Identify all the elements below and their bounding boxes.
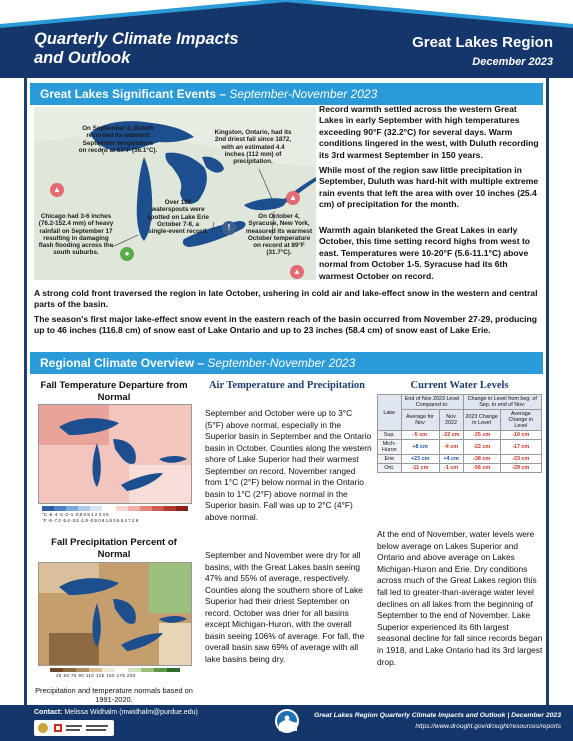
noaa-logo-icon: [275, 709, 299, 733]
precipitation-percent-map: [38, 562, 192, 666]
table-cell-avgchg: -10 cm: [500, 431, 541, 440]
table-cell-chg: -25 cm: [463, 431, 500, 440]
temperature-map-title: Fall Temperature Departure from Normal: [40, 380, 188, 403]
report-title-line1: Quarterly Climate Impacts: [34, 30, 239, 48]
table-cell-lake: Sup.: [378, 431, 402, 440]
air-temperature-para-2: September and November were dry for all basins, with the Great Lakes basin seeing 47% and 55% of average, respectively. Counties along the southern shore of Lake Superior had their driest September on record. October was drier for all basins except Michigan-Huron, with the overall basin seeing 106% of average. For fall, the overall basin saw 69% of average with all lake basins being dry.: [205, 550, 365, 664]
events-para-5: The season’s first major lake-effect snow event in the eastern reach of the basin occurred from November 27-29, producing up to 46 inches (116.8 cm) of snow east of Lake Ontario and up to 23 inches (58.4 cm) of snow east of Lake Erie.: [34, 314, 538, 336]
partner-logos: [34, 720, 114, 736]
table-header-average-change: Average Change in Level: [500, 410, 541, 431]
table-cell-lake: Mich-Huron: [378, 440, 402, 455]
normals-note: Precipitation and temperature normals based on 1991-2020.: [35, 686, 193, 704]
table-header-average-for-nov: Average for Nov: [401, 410, 439, 431]
regional-overview-heading-text: Regional Climate Overview –: [40, 356, 208, 370]
table-row: [378, 464, 542, 473]
region-title: Great Lakes Region: [412, 34, 553, 51]
significant-events-heading: [30, 83, 543, 105]
callout-chicago: Chicago had 3-6 inches (76.2-152.4 mm) of heavy rainfall on September 17 resulting in damaging flash flooding across the south suburbs.: [38, 213, 114, 257]
thermometer-icon: ▲: [286, 191, 300, 205]
temperature-color-scale: [42, 506, 188, 511]
events-para-4: A strong cold front traversed the region in late October, ushering in cold air and lake-effect snow in the western and central parts of the basin.: [34, 288, 538, 310]
warning-icon: !: [222, 221, 236, 235]
contact-label: Contact:: [34, 709, 63, 716]
table-cell-avgchg: -23 cm: [500, 455, 541, 464]
partner-logos-graphic: [34, 720, 114, 736]
temperature-departure-map: [38, 404, 192, 504]
precipitation-map-title: Fall Precipitation Percent of Normal: [51, 537, 177, 560]
right-frame-line: [546, 78, 549, 705]
thermometer-icon: ▲: [50, 183, 64, 197]
precipitation-scale-labels: 25 50 75 90 110 125 150 175 200: [56, 673, 136, 678]
table-row: [378, 455, 542, 464]
table-row: [378, 431, 542, 440]
table-row: [378, 440, 542, 455]
significant-events-heading-period: September-November 2023: [229, 87, 378, 101]
raindrop-icon: ●: [120, 247, 134, 261]
callout-duluth: On September 3, Duluth recorded its warmest September temperature on record at 97°F (36.1°C).: [78, 125, 158, 154]
air-temperature-heading: Air Temperature and Precipitation: [208, 380, 366, 391]
table-cell-nov22: -4 cm: [439, 440, 463, 455]
noaa-logo-graphic: [277, 711, 297, 731]
table-cell-nov22: -1 cm: [439, 464, 463, 473]
events-para-3: Warmth again blanketed the Great Lakes in early October, this time setting record highs from west to east. Temperatures were 10-20°F (5.6-11.1°C) above normal from October 1-5. Syracuse had its 6th warmest October on record.: [319, 225, 531, 281]
significant-events-map: [34, 107, 316, 280]
table-header-change-in-level: Change in Level from beg. of Sep. to end of Nov:: [463, 395, 541, 410]
table-cell-lake: Erie: [378, 455, 402, 464]
thermometer-icon: ▲: [290, 265, 304, 279]
contact-email[interactable]: Melissa Widhalm (mwidhalm@purdue.edu): [64, 709, 198, 716]
regional-overview-heading-period: September-November 2023: [207, 356, 356, 370]
table-header-2023-change: 2023 Change in Level: [463, 410, 500, 431]
callout-kingston: Kingston, Ontario, had its 2nd driest fall since 1872, with an estimated 4.4 inches (112 mm) of precipitation.: [214, 129, 292, 166]
water-levels-para: At the end of November, water levels were below average on Lakes Superior and Ontario and above average on Lakes Michigan-Huron and Erie. Dry conditions across much of the Great Lakes region this fall led to greater-than-average water level declines on all lakes from the beginning of September to the end of November. Lake Superior experienced its 6th largest seasonal decline for fall since records began in 1918, and Lake Ontario had its 3rd largest drop.: [377, 529, 543, 667]
table-cell-chg: -56 cm: [463, 464, 500, 473]
table-cell-avg: +23 cm: [401, 455, 439, 464]
table-cell-avgchg: -29 cm: [500, 464, 541, 473]
table-cell-avg: -11 cm: [401, 464, 439, 473]
table-cell-avg: -5 cm: [401, 431, 439, 440]
events-para-2: While most of the region saw little precipitation in September, Duluth was hard-hit with multiple extreme rain events that left the area with over 10 inches (25.4 cm) of precipitation for the month.: [319, 165, 539, 210]
temperature-scale-fahrenheit: °F -9 -7.2 -5.4 -3.6 -1.8 -0.9 0.9 1.8 3.6 5.4 7.2 9: [42, 518, 139, 523]
table-cell-chg: -38 cm: [463, 455, 500, 464]
footer-report-title: Great Lakes Region Quarterly Climate Impacts and Outlook | December 2023: [313, 712, 561, 719]
temperature-scale-celsius: °C -6 -4 -3 -2 -1 -0.5 0.5 1 2 3 4 5: [42, 512, 109, 517]
table-cell-nov22: +4 cm: [439, 455, 463, 464]
air-temperature-para-1: September and October were up to 3°C (5°F) above normal, especially in the Superior basin in September and the Ontario basin in October. Counties along the western shore of Lake Superior had their warmest September on record. November ranged from 1°C (2°F) below normal in the Ontario basin to 1°C (2°F) above normal in the Superior basin. Fall was up to 2°C (4°F) above normal.: [205, 408, 372, 522]
table-header-nov-2022: Nov 2022: [439, 410, 463, 431]
table-cell-avg: +8 cm: [401, 440, 439, 455]
table-cell-chg: -22 cm: [463, 440, 500, 455]
significant-events-heading-text: Great Lakes Significant Events –: [40, 87, 230, 101]
footer-report-url[interactable]: https://www.drought.gov/drought/resources/reports: [415, 723, 561, 730]
precipitation-color-scale: [50, 668, 180, 672]
table-header-level-compared: End of Nov 2023 Level Compared to:: [401, 395, 463, 410]
callout-syracuse: On October 4, Syracuse, New York, measured its warmest October temperature on record at 89°F (31.7°C).: [245, 213, 313, 257]
table-cell-nov22: -22 cm: [439, 431, 463, 440]
left-frame-line: [24, 78, 27, 705]
report-date: December 2023: [472, 56, 553, 68]
callout-waterspouts: Over 180 waterspouts were spotted on Lake Erie October 7-8, a single-event record.: [147, 199, 209, 236]
report-title: [34, 30, 239, 68]
table-header-lake: Lake: [378, 395, 402, 431]
water-levels-table: [377, 394, 542, 473]
table-cell-avgchg: -17 cm: [500, 440, 541, 455]
regional-overview-heading: [30, 352, 543, 374]
water-levels-heading: Current Water Levels: [410, 380, 509, 391]
page-header: [0, 0, 573, 78]
temperature-map-graphic: [39, 405, 192, 504]
report-title-line2: and Outlook: [34, 49, 131, 67]
events-para-1: Record warmth settled across the western Great Lakes in early September with high temperatures exceeding 90°F (32.2°C) for several days. Warm conditions lingered in the west, with Duluth recording its 3rd warmest September in 150 years.: [319, 104, 539, 160]
table-cell-lake: Ont.: [378, 464, 402, 473]
precipitation-map-graphic: [39, 563, 192, 666]
contact-line: [34, 709, 198, 716]
